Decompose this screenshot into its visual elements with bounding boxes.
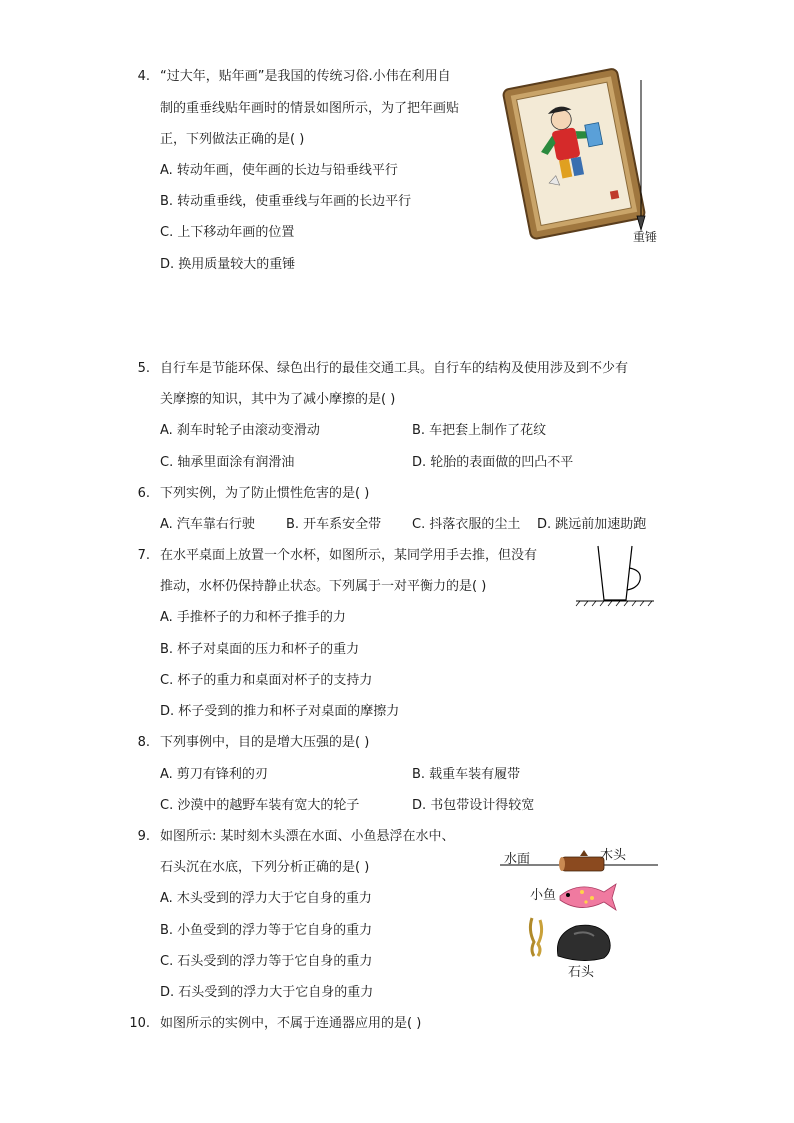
option-d: D. 换用质量较大的重锤 <box>160 257 296 272</box>
framed-picture-illustration <box>498 66 668 246</box>
option-d: D. 杯子受到的推力和杯子对桌面的摩擦力 <box>160 704 400 719</box>
option-b: B. 车把套上制作了花纹 <box>412 423 547 438</box>
figure-label-wood: 木头 <box>600 848 627 863</box>
option-a: A. 木头受到的浮力大于它自身的重力 <box>160 891 372 906</box>
question-number: 6. <box>137 486 150 501</box>
option-b: B. 载重车装有履带 <box>412 767 521 782</box>
option-a: A. 汽车靠右行驶 <box>160 517 255 532</box>
figure-label-stone: 石头 <box>568 965 595 980</box>
cup-illustration <box>574 542 656 608</box>
question-text: 下列实例，为了防止惯性危害的是( ) <box>160 486 370 501</box>
option-a: A. 手推杯子的力和杯子推手的力 <box>160 610 346 625</box>
option-a: A. 剪刀有锋利的刃 <box>160 767 268 782</box>
question-text: 正，下列做法正确的是( ) <box>160 132 305 147</box>
question-text: 如图所示: 某时刻木头漂在水面、小鱼悬浮在水中、 <box>160 829 455 844</box>
new-year-picture-figure <box>498 66 668 246</box>
question-number: 10. <box>129 1016 150 1031</box>
question-text: 关摩擦的知识，其中为了减小摩擦的是( ) <box>160 392 396 407</box>
option-c: C. 石头受到的浮力等于它自身的重力 <box>160 954 373 969</box>
option-c: C. 沙漠中的越野车装有宽大的轮子 <box>160 798 360 813</box>
question-text: 如图所示的实例中，不属于连通器应用的是( ) <box>160 1016 422 1031</box>
option-a: A. 刹车时轮子由滚动变滑动 <box>160 423 320 438</box>
option-c: C. 轴承里面涂有润滑油 <box>160 455 295 470</box>
option-d: D. 石头受到的浮力大于它自身的重力 <box>160 985 374 1000</box>
option-a: A. 转动年画，使年画的长边与铅垂线平行 <box>160 163 398 178</box>
question-number: 5. <box>137 361 150 376</box>
figure-label-fish: 小鱼 <box>530 888 557 903</box>
question-text: 在水平桌面上放置一个水杯，如图所示，某同学用手去推，但没有 <box>160 548 538 563</box>
option-d: D. 书包带设计得较宽 <box>412 798 535 813</box>
option-d: D. 跳远前加速助跑 <box>537 517 647 532</box>
option-b: B. 转动重垂线，使重垂线与年画的长边平行 <box>160 194 412 209</box>
question-text: 推动，水杯仍保持静止状态。下列属于一对平衡力的是( ) <box>160 579 487 594</box>
figure-label-plumb-bob: 重锤 <box>633 230 658 244</box>
question-text: “过大年，贴年画”是我国的传统习俗.小伟在利用自 <box>160 69 451 84</box>
option-b: B. 杯子对桌面的压力和杯子的重力 <box>160 642 360 657</box>
option-d: D. 轮胎的表面做的凹凸不平 <box>412 455 574 470</box>
question-number: 8. <box>137 735 150 750</box>
option-c: C. 上下移动年画的位置 <box>160 225 295 240</box>
question-number: 9. <box>137 829 150 844</box>
question-text: 自行车是节能环保、绿色出行的最佳交通工具。自行车的结构及使用涉及到不少有 <box>160 361 629 376</box>
question-number: 4. <box>137 69 150 84</box>
cup-on-table-figure <box>574 542 656 608</box>
option-b: B. 开车系安全带 <box>286 517 382 532</box>
figure-label-water-surface: 水面 <box>504 852 531 867</box>
option-b: B. 小鱼受到的浮力等于它自身的重力 <box>160 923 373 938</box>
option-c: C. 杯子的重力和桌面对杯子的支持力 <box>160 673 373 688</box>
option-c: C. 抖落衣服的尘土 <box>412 517 521 532</box>
question-text: 石头沉在水底，下列分析正确的是( ) <box>160 860 370 875</box>
question-text: 制的重垂线贴年画时的情景如图所示，为了把年画贴 <box>160 101 460 116</box>
question-number: 7. <box>137 548 150 563</box>
question-text: 下列事例中，目的是增大压强的是( ) <box>160 735 370 750</box>
